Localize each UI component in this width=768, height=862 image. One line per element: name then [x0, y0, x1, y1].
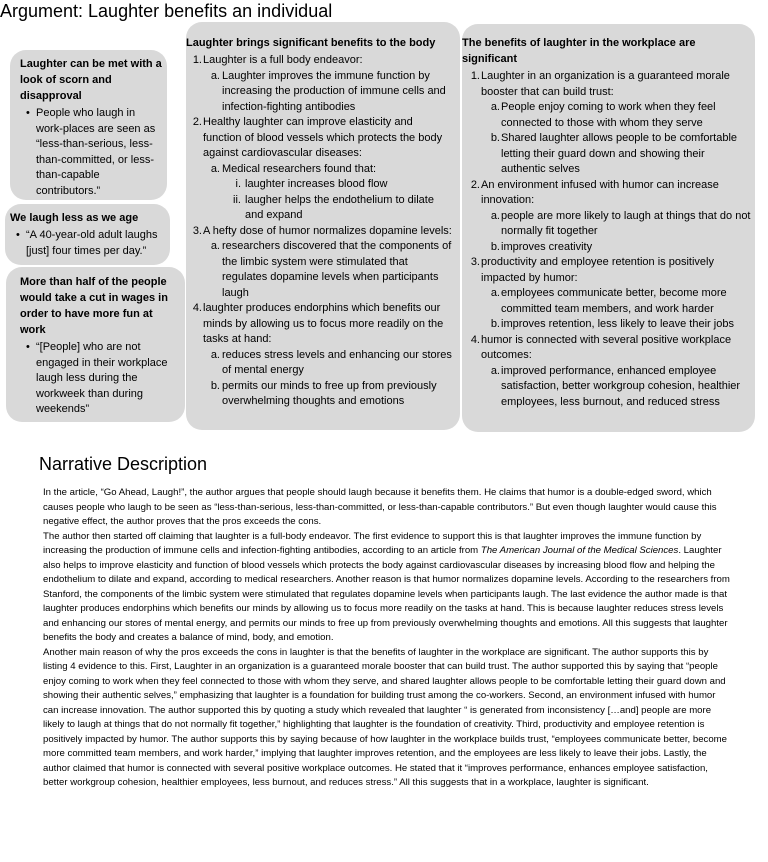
list-marker: 2. [192, 116, 202, 128]
card-heading: We laugh less as we age [10, 212, 139, 224]
bullet-list [10, 228, 166, 259]
narrative-paragraph: In the article, “Go Ahead, Laugh!”, the author argues that people should laugh because it benefits them. He claims that humor is a double-edged sword, which causes people who laugh to be seen as “less-than-serious, less-than-committed, or less-than-capable contributors.” But even though laughter would cause this negative effect, the author proves that the pros exceeds the cons. [43, 487, 717, 527]
list-marker: 3. [192, 224, 202, 237]
sub-item [462, 364, 755, 411]
bullet-item: • People who laugh in work-places are seen as “less-than-serious, less-than-committed, or less-than-capable contributors.” [26, 106, 163, 199]
sub-item [186, 162, 454, 178]
sub-item-text: permits our minds to free up from previously overwhelming thoughts and emotions [222, 379, 437, 407]
sub-item-text: improved performance, enhanced employee satisfaction, better workgroup cohesion, healthier employees, less burnout, and reduced stress [501, 364, 741, 408]
list-marker: a. [490, 101, 500, 113]
list-marker: 4. [470, 333, 480, 346]
sub-item [462, 131, 755, 178]
narrative-title: Narrative Description [39, 454, 208, 474]
sub-item [462, 286, 755, 317]
numbered-list [186, 53, 454, 410]
card-wage-cut-for-fun [6, 267, 185, 422]
card-heading: Laughter can be met with a look of scorn and disapproval [20, 58, 162, 102]
sub-item [186, 379, 454, 410]
card-scorn-disapproval [10, 50, 167, 200]
card-workplace-benefits [462, 24, 755, 432]
list-item [186, 301, 454, 348]
list-marker: 4. [192, 302, 202, 314]
sub-item [186, 348, 454, 379]
sub-item [462, 240, 755, 256]
list-item-text: laughter produces endorphins which benefits our minds by allowing us to focus more readily on the tasks at hand: [203, 302, 444, 345]
list-item [462, 178, 755, 209]
list-item [186, 53, 454, 69]
bullet-item: • “A 40-year-old adult laughs [just] four times per day.” [16, 228, 166, 259]
list-marker: 3. [470, 256, 480, 268]
sub-item [462, 209, 755, 240]
sub-item-text: Medical researchers found that: [222, 162, 377, 175]
bullet-list [20, 340, 181, 418]
list-marker: a. [210, 69, 220, 82]
sub-item-text: employees communicate better, become more committed team members, and work harder [501, 287, 727, 315]
card-heading: The benefits of laughter in the workplace are significant [462, 37, 696, 65]
list-marker: b. [490, 132, 500, 144]
list-marker: a. [490, 364, 500, 377]
narrative-paragraph: Another main reason of why the pros exceeds the cons in laughter is that the benefits of laughter in the workplace are significant. The author supports this by listing 4 evidence to this. First, Laughter in an organization is a guaranteed morale booster that can build trust. The author supported this by saying that “people enjoy coming to work when they feel connected to those with whom they serve, and shared laughter allows people to be comfortable letting their guard down and showing their authentic selves,” emphasizing that laughter is a foundation for building trust among the co-workers. Second, an environment infused with humor can increase innovation. The author supported this by quoting a study which revealed that laughter “ is generated from inconsistency […and] people are more likely to laugh at things that do not normally fit together,” highlighting that laughter is the foundation of creativity. Third, productivity and employee retention is positively impacted by humor. The author supports this by saying because of how laughter in the workplace builds trust, “employees communicate better, become more committed team members, and work harder,” implying that laughter improves retention, and the employees are less likely to leave their jobs. Lastly, the author claimed that humor is connected with several positive workplace outcomes. He stated that it “improves performance, enhances employee satisfaction, better workgroup cohesion, healthier employees, less burnout, and reduces stress.” All this suggests that in a workplace, laughter is significant. [43, 646, 728, 788]
page-title: Argument: Laughter benefits an individual [0, 1, 333, 21]
sub-item [186, 239, 454, 301]
sub-item-text: people are more likely to laugh at things that do not normally fit together [501, 209, 751, 237]
list-item-text: An environment infused with humor can increase innovation: [481, 178, 719, 206]
list-marker: a. [210, 348, 220, 361]
list-marker: a. [210, 240, 220, 252]
sub-item-text: improves creativity [501, 240, 593, 253]
list-item [186, 115, 454, 162]
list-item [186, 224, 454, 240]
list-marker: a. [210, 162, 220, 175]
list-item-text: Laughter in an organization is a guaranteed morale booster that can build trust: [481, 70, 730, 98]
sub-item-text: researchers discovered that the components of the limbic system were stimulated that regulates dopamine levels when participants laugh [222, 240, 452, 299]
list-item-text: Laughter is a full body endeavor: [203, 54, 363, 66]
sub-item-text: improves retention, less likely to leave their jobs [501, 318, 734, 330]
list-item [462, 69, 755, 100]
list-item-text: A hefty dose of humor normalizes dopamine levels: [203, 224, 452, 237]
list-marker: b. [490, 318, 500, 330]
list-item-text: Healthy laughter can improve elasticity and function of blood vessels which protects the body against cardiovascular diseases: [203, 116, 443, 159]
list-marker: ii. [233, 193, 241, 206]
list-item [462, 255, 755, 286]
list-item-text: humor is connected with several positive workplace outcomes: [481, 333, 732, 361]
list-marker: b. [490, 240, 500, 253]
narrative-body [43, 486, 733, 791]
sub-item-text: reduces stress levels and enhancing our stores of mental energy [222, 348, 452, 376]
list-marker: a. [490, 287, 500, 299]
sub-sub-item-text: laugher helps the endothelium to dilate and expand [245, 193, 434, 221]
list-item-text: productivity and employee retention is positively impacted by humor: [481, 256, 714, 284]
narrative-text: . Laughter also helps to improve elasticity and function of blood vessels which protects the body against cardiovascular diseases by increasing blood flow and helping the endothelium to dilate and expand, according to medical researchers. Another reason is that humor normalizes dopamine levels. According to the researchers from Stanford, the components of the limbic system were stimulated that regulates dopamine levels when participants laugh. The last evidence the author made is that laughter produces endorphins which benefits our minds by allowing us to focus more readily on the tasks at hand. This is because laughter reduces stress levels and enhancing our stores of mental energy, and permits our minds to free up from previously overwhelming thoughts and emotions. All this suggests that laughter benefits the body and creates a balance of mind, body, and emotion. [43, 545, 730, 643]
sub-item [186, 69, 454, 116]
card-body-benefits [186, 22, 460, 430]
card-heading: More than half of the people would take a cut in wages in order to have more fun at work [20, 276, 168, 336]
sub-item-text: People enjoy coming to work when they feel connected to those with whom they serve [501, 101, 716, 129]
sub-item-text: Shared laughter allows people to be comfortable letting their guard down and showing their authentic selves [501, 132, 738, 175]
list-marker: i. [235, 178, 241, 190]
list-marker: 1. [470, 70, 480, 82]
bullet-item: • “[People] who are not engaged in their workplace laugh less during the workweek than during weekends” [26, 340, 181, 418]
card-heading: Laughter brings significant benefits to the body [186, 37, 436, 49]
list-marker: a. [490, 209, 500, 222]
narrative-paragraph [43, 530, 733, 646]
sub-item [462, 317, 755, 333]
sub-item [462, 100, 755, 131]
sub-sub-item [186, 177, 454, 193]
list-marker: b. [210, 379, 220, 392]
sub-sub-item [186, 193, 454, 224]
narrative-text: The author then started off claiming that laughter is a full-body endeavor. The first evidence to support this is that laughter improves the immune function by increasing the production of immune cells and infection-fighting antibodies, according to an article from [43, 530, 702, 556]
bullet-list [20, 106, 163, 199]
card-laugh-less-with-age [5, 204, 170, 265]
list-marker: 1. [192, 54, 202, 66]
numbered-list [462, 69, 755, 410]
list-item [462, 333, 755, 364]
sub-sub-item-text: laughter increases blood flow [245, 178, 388, 190]
list-marker: 2. [470, 178, 480, 191]
source-title: The American Journal of the Medical Sciences [480, 545, 679, 556]
sub-item-text: Laughter improves the immune function by increasing the production of immune cells and infection-fighting antibodies [222, 69, 446, 113]
